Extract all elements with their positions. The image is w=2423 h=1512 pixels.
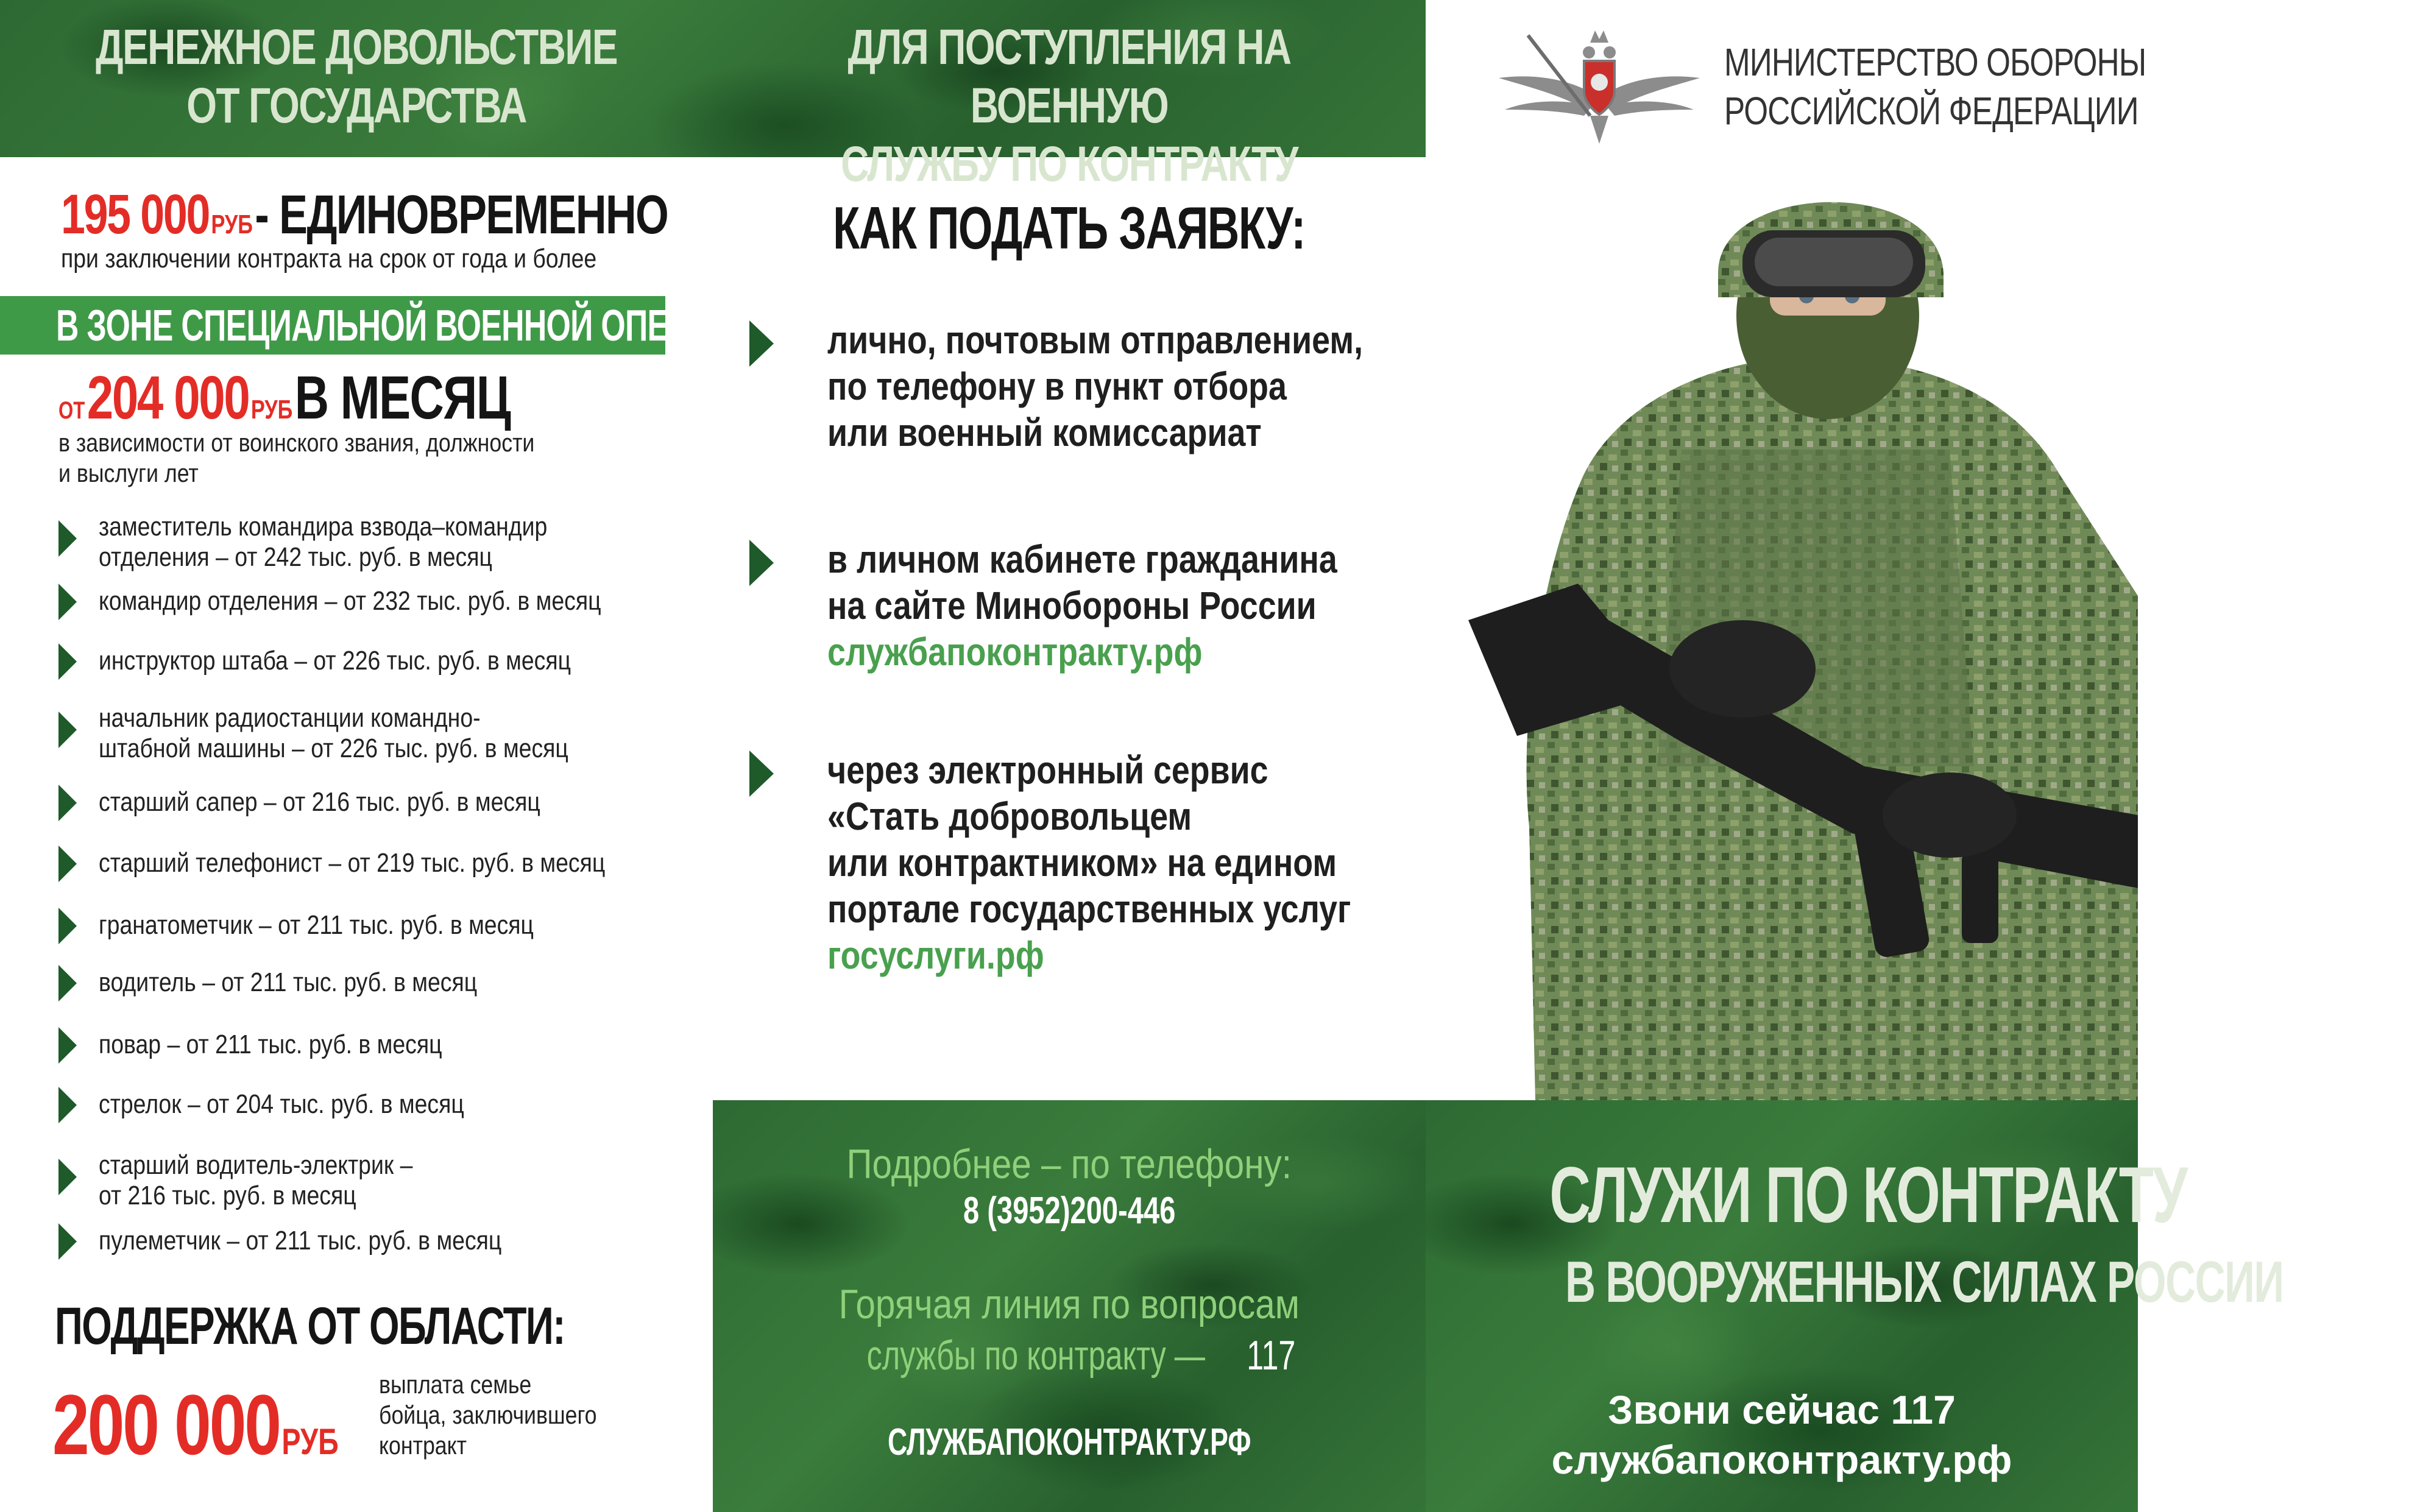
region-amount-currency: РУБ <box>281 1421 339 1462</box>
position-text: старший телефонист – от 219 тыс. руб. в месяц <box>99 848 606 878</box>
header-band <box>0 0 1426 192</box>
position-text: повар – от 211 тыс. руб. в месяц <box>99 1030 442 1059</box>
call-now-line[interactable]: Звони сейчас 117 <box>1608 1387 1956 1432</box>
contact-panel <box>713 1100 1426 1512</box>
bullet-triangle-icon <box>58 785 77 821</box>
bullet-triangle-icon <box>58 965 77 1002</box>
salary-title-line-1: ДЕНЕЖНОЕ ДОВОЛЬСТВИЕ <box>96 19 617 75</box>
apply-method-link[interactable]: службапоконтракту.рф <box>827 630 1203 674</box>
position-text: старший сапер – от 216 тыс. руб. в месяц <box>99 787 540 817</box>
ministry-line-2: РОССИЙСКОЙ ФЕДЕРАЦИИ <box>1724 89 2138 133</box>
ministry-line-1: МИНИСТЕРСТВО ОБОРОНЫ <box>1724 40 2146 84</box>
how-to-apply-title: КАК ПОДАТЬ ЗАЯВКУ: <box>833 194 1306 261</box>
bullet-triangle-icon <box>58 643 77 680</box>
bullet-triangle-icon <box>749 540 774 586</box>
phone-number[interactable]: 8 (3952)200-446 <box>963 1190 1176 1232</box>
monthly-pay-headline <box>58 363 637 433</box>
region-amount-value: 200 000 <box>52 1377 280 1472</box>
position-text: водитель – от 211 тыс. руб. в месяц <box>99 967 478 997</box>
position-text: пулеметчик – от 211 тыс. руб. в месяц <box>99 1226 502 1256</box>
salary-section-title <box>0 18 713 135</box>
salary-title-line-2: ОТ ГОСУДАРСТВА <box>186 78 526 133</box>
slogan-title: СЛУЖИ ПО КОНТРАКТУ <box>1549 1150 2187 1239</box>
region-support-title: ПОДДЕРЖКА ОТ ОБЛАСТИ: <box>55 1297 565 1355</box>
position-text: старший водитель-электрик – от 216 тыс. руб. в месяц <box>99 1150 413 1210</box>
bullet-triangle-icon <box>58 1159 77 1195</box>
hotline-text: службы по контракту — <box>866 1332 1205 1379</box>
bullet-triangle-icon <box>58 584 77 620</box>
bullet-triangle-icon <box>58 1223 77 1260</box>
region-support-amount <box>52 1376 419 1474</box>
monthly-amount: 204 000 <box>87 364 249 432</box>
bullet-triangle-icon <box>58 846 77 882</box>
hotline-label: Горячая линия по вопросам <box>838 1281 1300 1327</box>
enlistment-title-line-1: ДЛЯ ПОСТУПЛЕНИЯ НА ВОЕННУЮ <box>847 19 1291 133</box>
double-headed-eagle-emblem-icon <box>1499 24 1700 146</box>
position-text: инструктор штаба – от 226 тыс. руб. в месяц <box>99 646 571 676</box>
monthly-from-label: ОТ <box>58 397 85 424</box>
apply-method-text: через электронный сервис «Стать добровольцем или контрактником» на едином портале государственных услуг госуслуги.рф <box>827 748 1351 977</box>
slogan-subtitle: В ВООРУЖЕННЫХ СИЛАХ РОССИИ <box>1565 1249 2283 1315</box>
apply-method-text: лично, почтовым отправлением, по телефону в пункт отбора или военный комиссариат <box>827 318 1364 454</box>
monthly-pay-note: в зависимости от воинского звания, должности и выслуги лет <box>58 428 535 487</box>
enlistment-title-line-2: СЛУЖБУ ПО КОНТРАКТУ <box>841 136 1298 192</box>
bullet-triangle-icon <box>58 712 77 748</box>
hotline-number[interactable]: 117 <box>1246 1332 1296 1379</box>
bullet-triangle-icon <box>58 908 77 944</box>
contract-site-link[interactable]: СЛУЖБАПОКОНТРАКТУ.РФ <box>887 1421 1251 1463</box>
phone-label: Подробнее – по телефону: <box>846 1141 1292 1187</box>
svo-band <box>0 296 776 355</box>
apply-method-link[interactable]: госуслуги.рф <box>827 933 1044 977</box>
bullet-triangle-icon <box>58 1087 77 1123</box>
ministry-name <box>1724 38 2146 135</box>
slogan-panel <box>1426 1100 2283 1512</box>
lump-sum-note: при заключении контракта на срок от года и более <box>61 244 597 274</box>
position-text: начальник радиостанции командно- штабной машины – от 226 тыс. руб. в месяц <box>99 703 568 763</box>
region-support-note: выплата семье бойца, заключившего контракт <box>379 1370 597 1460</box>
svo-band-label: В ЗОНЕ СПЕЦИАЛЬНОЙ ВОЕННОЙ ОПЕРАЦИИ <box>56 302 776 350</box>
position-text: командир отделения – от 232 тыс. руб. в месяц <box>99 586 601 616</box>
soldier-image <box>1426 157 2138 1100</box>
enlistment-section-title <box>713 18 1426 194</box>
slogan-site-link[interactable]: службапоконтракту.рф <box>1551 1437 2012 1482</box>
position-text: стрелок – от 204 тыс. руб. в месяц <box>99 1089 464 1119</box>
monthly-label: В МЕСЯЦ <box>294 364 511 432</box>
lump-sum-currency: РУБ <box>211 210 253 239</box>
apply-method-text: в личном кабинете гражданина на сайте Минобороны России службапоконтракту.рф <box>827 537 1337 674</box>
bullet-triangle-icon <box>749 320 774 367</box>
position-text: заместитель командира взвода–командир отделения – от 242 тыс. руб. в месяц <box>99 512 548 572</box>
hotline-number-line <box>713 1332 1426 1379</box>
monthly-currency: РУБ <box>250 395 293 425</box>
position-text: гранатометчик – от 211 тыс. руб. в месяц <box>99 910 534 940</box>
lump-sum-amount: 195 000 <box>61 183 210 246</box>
bullet-triangle-icon <box>58 1027 77 1064</box>
bullet-triangle-icon <box>749 751 774 797</box>
lump-sum-label: - ЕДИНОВРЕМЕННО <box>255 185 668 246</box>
bullet-triangle-icon <box>58 520 77 557</box>
